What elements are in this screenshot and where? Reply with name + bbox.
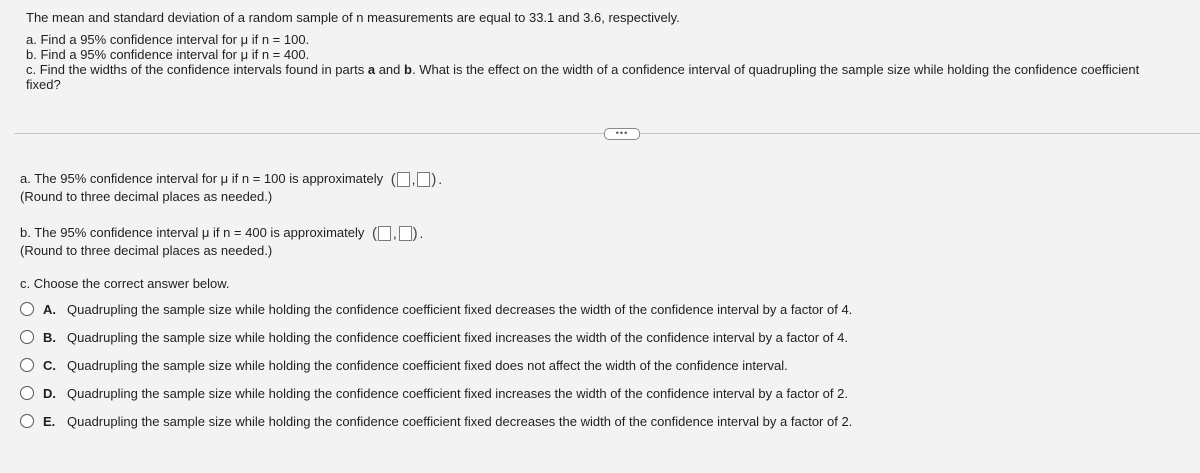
question-part-b: b. Find a 95% confidence interval for μ if n = 400. [26,47,310,62]
option-a[interactable] [20,300,1180,318]
answer-part-a [20,170,1180,205]
question-part-c-prefix: c. Find the widths of the confidence intervals found in parts [26,62,365,77]
more-button[interactable]: ••• [604,128,640,140]
answer-b-hint: (Round to three decimal places as needed.) [20,243,273,259]
answer-b-line [20,224,1180,242]
option-d[interactable] [20,384,1180,402]
option-e[interactable] [20,412,1180,430]
answer-c-options [20,300,1180,430]
question-intro: The mean and standard deviation of a random sample of n measurements are equal to 33.1 and 3.6, respectively. [26,10,680,25]
answer-c-heading: c. Choose the correct answer below. [20,276,230,292]
answer-b-upper-input[interactable] [399,226,412,241]
option-d-text[interactable]: Quadrupling the sample size while holding the confidence coefficient fixed increases the width of the confidence interval by a factor of 2. [67,385,848,401]
answer-part-b [20,224,1180,259]
answer-a-upper-input[interactable] [417,172,430,187]
answer-a-open-paren: ( [390,171,396,189]
answer-b-comma: , [393,226,397,242]
answer-b-text: b. The 95% confidence interval μ if n = 400 is approximately [20,225,365,241]
question-part-a: a. Find a 95% confidence interval for μ if n = 100. [26,32,310,47]
option-b-text[interactable]: Quadrupling the sample size while holding the confidence coefficient fixed increases the width of the confidence interval by a factor of 4. [67,329,848,345]
answer-a-interval [391,171,442,188]
option-c-text[interactable]: Quadrupling the sample size while holding the confidence coefficient fixed does not affect the width of the confidence interval. [67,357,788,373]
question-part-c [26,62,1176,92]
option-a-letter: A. [43,301,56,317]
question-part-c-ref-b: b [404,62,412,77]
option-b-letter: B. [43,329,56,345]
answer-part-c [20,275,1180,430]
answer-a-close-paren: ) [431,171,437,189]
answer-b-close-paren: ) [412,225,418,243]
answer-b-interval [372,225,423,242]
question-text [26,10,1176,92]
option-e-text[interactable]: Quadrupling the sample size while holding the confidence coefficient fixed decreases the width of the confidence interval by a factor of 2. [67,413,853,429]
question-part-c-ref-a: a [367,62,376,77]
answer-b-open-paren: ( [372,225,377,243]
question-part-c-and: and [378,62,401,77]
option-b[interactable] [20,328,1180,346]
answer-a-period: . [438,172,443,188]
option-e-letter: E. [43,413,56,429]
option-e-radio[interactable] [20,414,34,428]
option-c-letter: C. [43,357,56,373]
option-d-radio[interactable] [20,386,34,400]
answer-b-lower-input[interactable] [378,226,391,241]
option-c[interactable] [20,356,1180,374]
option-c-radio[interactable] [20,358,34,372]
answer-section [20,170,1180,430]
option-b-radio[interactable] [20,330,34,344]
answer-a-line [20,170,1180,188]
option-d-letter: D. [43,385,56,401]
answer-a-comma: , [411,172,416,188]
answer-b-period: . [419,226,424,242]
option-a-text[interactable]: Quadrupling the sample size while holding the confidence coefficient fixed decreases the width of the confidence interval by a factor of 4. [67,301,853,317]
answer-a-hint: (Round to three decimal places as needed.) [20,189,273,205]
answer-a-text: a. The 95% confidence interval for μ if n = 100 is approximately [20,171,384,186]
answer-a-lower-input[interactable] [397,172,410,187]
option-a-radio[interactable] [20,302,34,316]
question-part-c-suffix: . What is the effect on the width of a confidence interval of quadrupling the sample size while holding the confidence coefficient fixed? [26,62,1140,92]
